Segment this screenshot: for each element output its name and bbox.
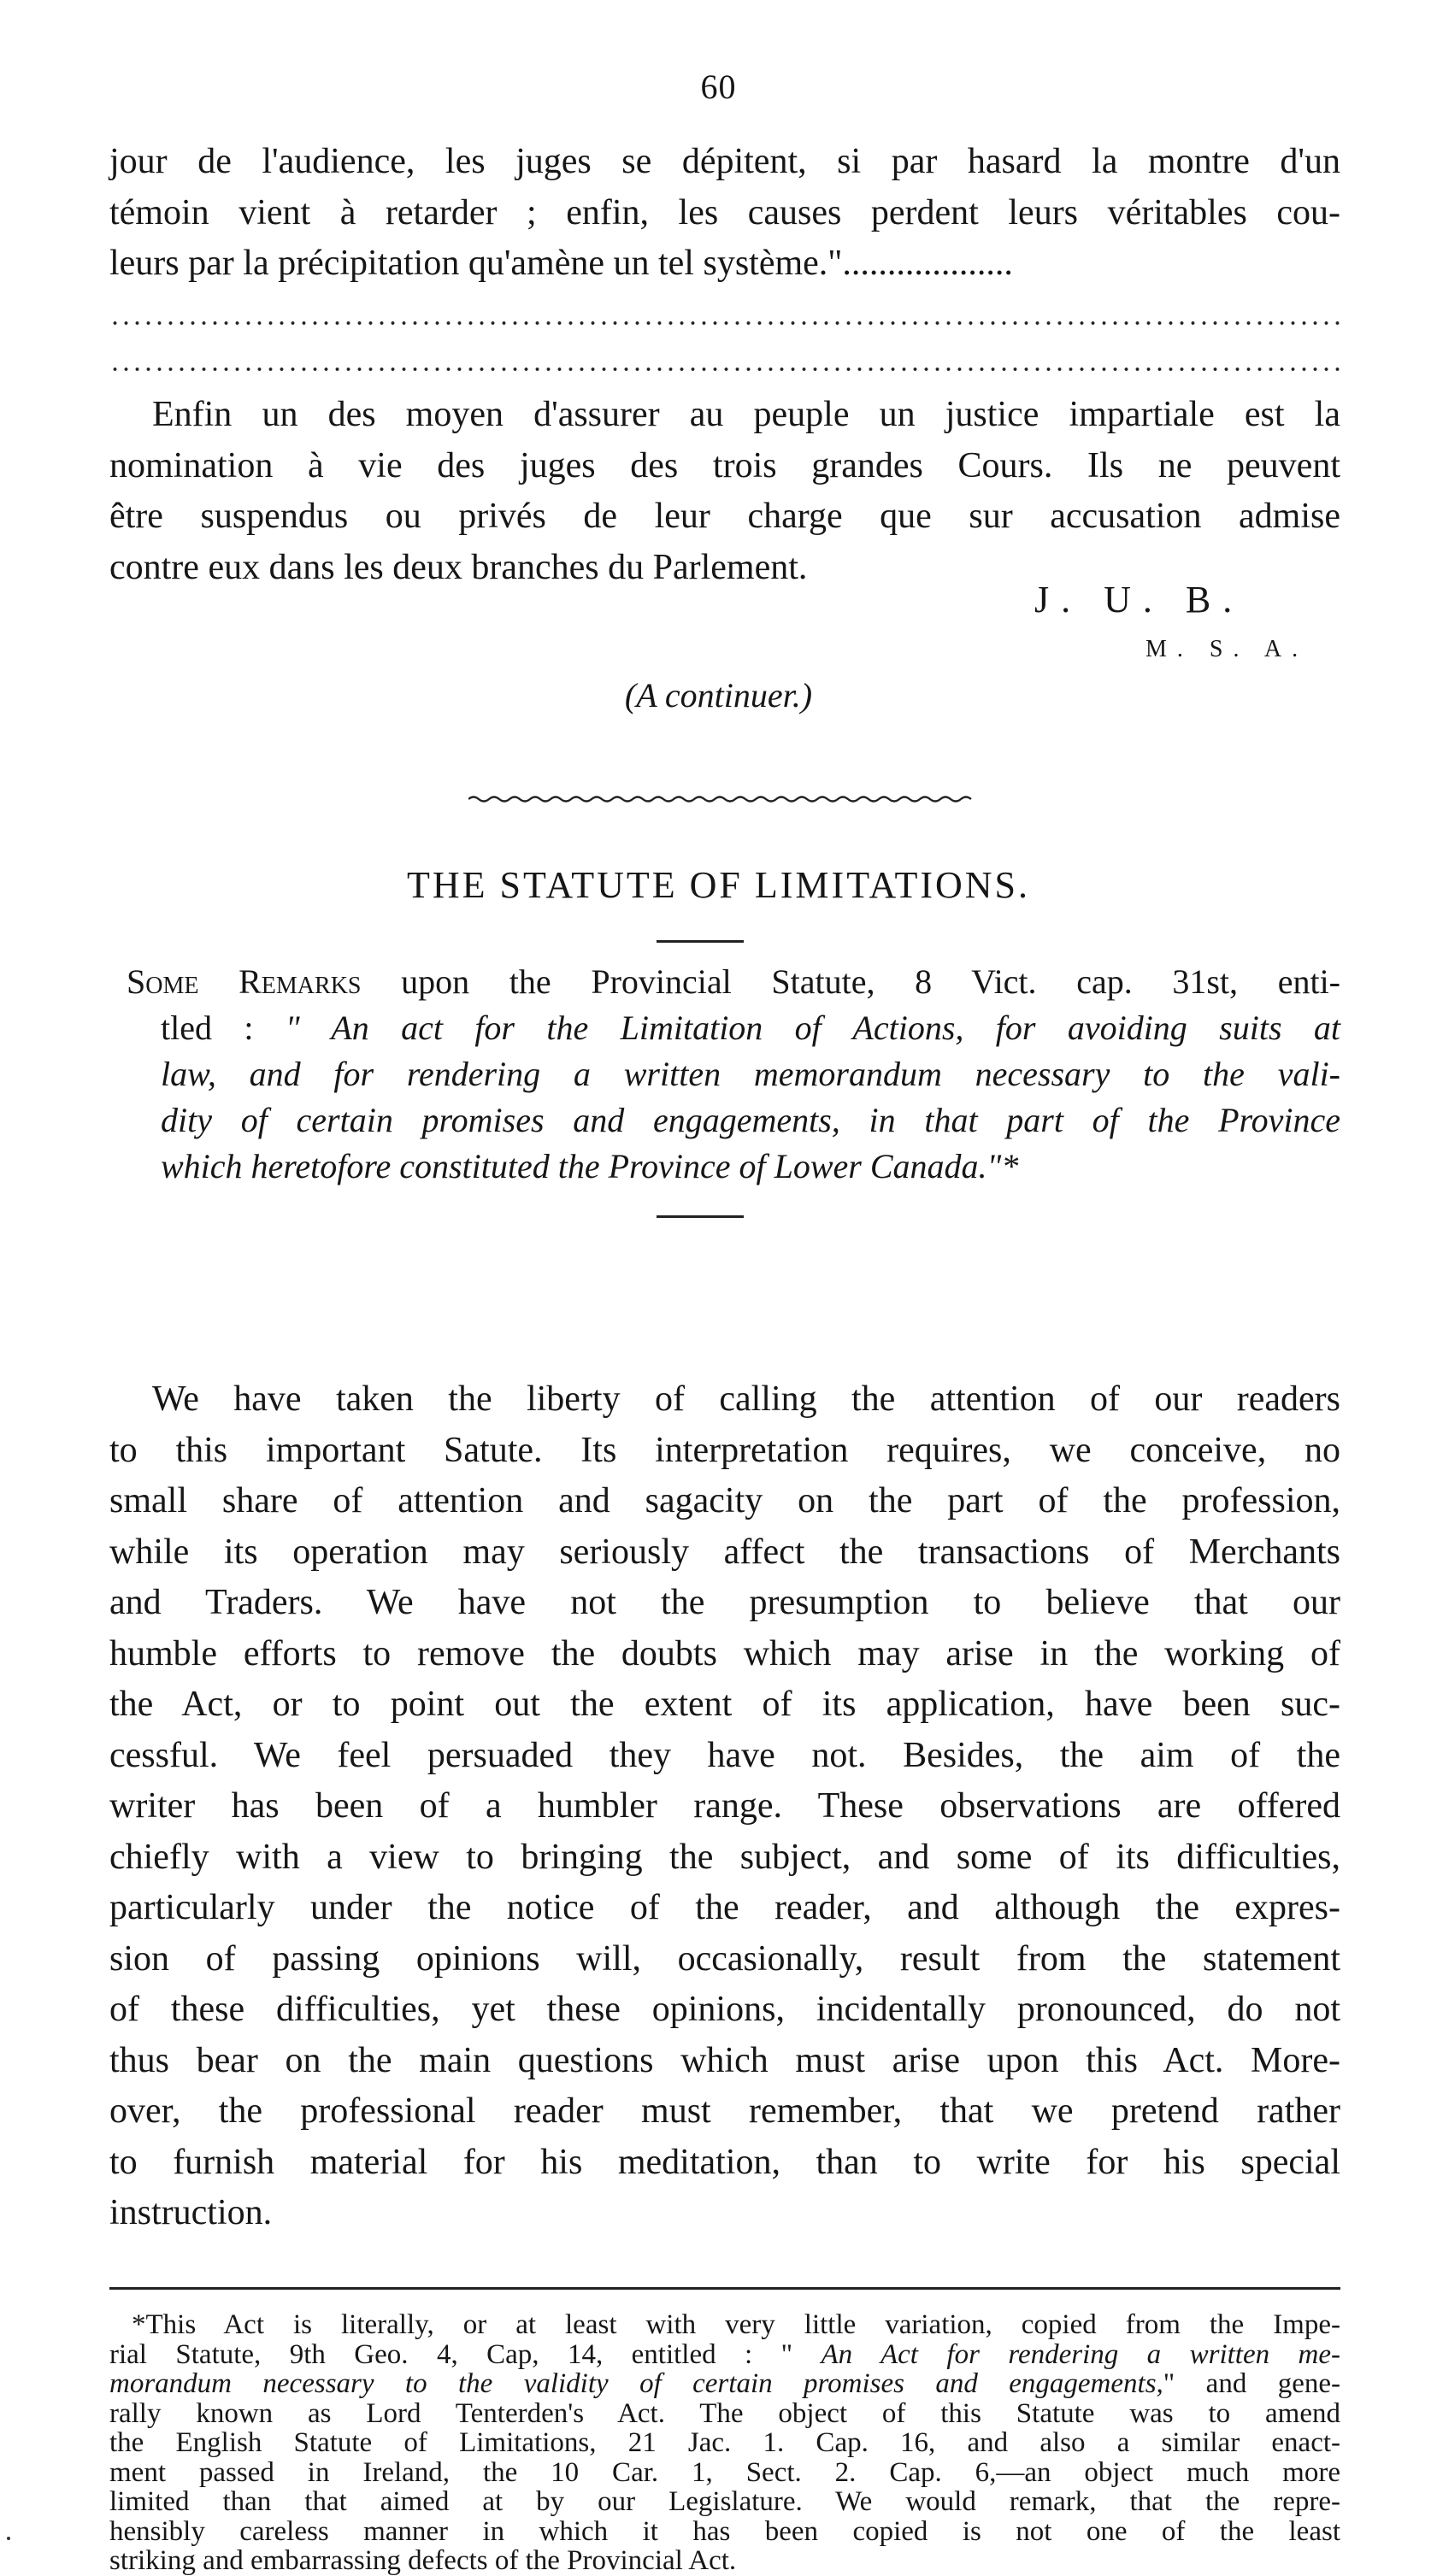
remarks-line <box>127 1144 1340 1190</box>
text-line: contre eux dans les deux branches du Parlement. <box>109 547 808 587</box>
footnote-line: striking and embarrassing defects of the Provincial Act. <box>109 2545 737 2576</box>
paragraph-french-1 <box>109 137 1340 290</box>
footnote-rule <box>109 2287 1340 2290</box>
act-title-text: law, and for rendering a written memorandum necessary to the vali- <box>161 1055 1340 1093</box>
to-continue-note: (A continuer.) <box>624 676 813 715</box>
remarks-line <box>127 1005 1340 1051</box>
footnote-line <box>109 2340 1340 2370</box>
footnote-act-title: An Act for rendering a written me- <box>821 2338 1340 2370</box>
remarks-lead: Some Remarks <box>127 962 362 1001</box>
footnote-act-title: morandum necessary to the validity of certain promises and engagements, <box>109 2368 1163 2399</box>
text-line: We have taken the liberty of calling the attention of our readers <box>152 1379 1340 1419</box>
footnote-line: rally known as Lord Tenterden's Act. The object of this Statute was to amend <box>109 2397 1340 2429</box>
body-paragraph <box>109 1374 1340 2239</box>
text-line: over, the professional reader must remember, that we pretend rather <box>109 2091 1340 2131</box>
text-line: to this important Satute. Its interpretation requires, we conceive, no <box>109 1430 1340 1470</box>
footnote-line: ment passed in Ireland, the 10 Car. 1, Sect. 2. Cap. 6,—an object much more <box>109 2456 1340 2488</box>
remarks-line <box>127 1051 1340 1097</box>
text-line: particularly under the notice of the reader, and although the expres- <box>109 1888 1340 1927</box>
remarks-paragraph <box>127 959 1340 1190</box>
text-line: while its operation may seriously affect the transactions of Merchants <box>109 1532 1340 1572</box>
footnote-line: limited than that aimed at by our Legislature. We would remark, that the repre- <box>109 2486 1340 2517</box>
text-line: être suspendus ou privés de leur charge que sur accusation admise <box>109 497 1340 536</box>
act-title-text: dity of certain promises and engagements, in that part of the Province <box>161 1101 1340 1139</box>
short-rule <box>657 1215 744 1218</box>
text-line: humble efforts to remove the doubts which may arise in the working of <box>109 1633 1340 1673</box>
page-number: 60 <box>700 68 737 106</box>
text-line: thus bear on the main questions which must arise upon this Act. More- <box>109 2040 1340 2080</box>
text-line: small share of attention and sagacity on the part of the profession, <box>109 1481 1340 1520</box>
text-line: to furnish material for his meditation, than to write for his special <box>109 2142 1340 2182</box>
text-line: Enfin un des moyen d'assurer au peuple un justice impartiale est la <box>152 395 1340 434</box>
remarks-line-text: upon the Provincial Statute, 8 Vict. cap. 31st, enti- <box>361 962 1340 1001</box>
text-line: jour de l'audience, les juges se dépitent, si par hasard la montre d'un <box>109 142 1340 181</box>
dotted-separator <box>109 366 1340 373</box>
scan-speck <box>7 2537 10 2540</box>
text-line: témoin vient à retarder ; enfin, les causes perdent leurs véritables cou- <box>109 192 1340 232</box>
dotted-separator <box>109 320 1340 326</box>
signature: J. U. B. <box>1034 579 1245 620</box>
footnote-line: hensibly careless manner in which it has been copied is not one of the least <box>109 2515 1340 2547</box>
text-line: chiefly with a view to bringing the subject, and some of its difficulties, <box>109 1837 1340 1877</box>
text-line: leurs par la précipitation qu'amène un tel système."................... <box>109 244 1013 283</box>
act-title-text: " An act for the Limitation of Actions, for avoiding suits at <box>285 1009 1341 1047</box>
text-line: instruction. <box>109 2193 273 2232</box>
footnote-line-text: rial Statute, 9th Geo. 4, Cap, 14, entitled : " <box>109 2338 822 2370</box>
text-line: and Traders. We have not the presumption to believe that our <box>109 1583 1340 1622</box>
text-line: cessful. We feel persuaded they have not. Besides, the aim of the <box>109 1735 1340 1775</box>
wavy-divider <box>468 791 973 808</box>
paragraph-french-2 <box>109 390 1340 593</box>
text-line: sion of passing opinions will, occasionally, result from the statement <box>109 1938 1340 1979</box>
section-heading: THE STATUTE OF LIMITATIONS. <box>406 864 1030 906</box>
footnote-line: the English Statute of Limitations, 21 Jac. 1. Cap. 16, and also a similar enact- <box>109 2427 1340 2458</box>
text-line: nomination à vie des juges des trois grandes Cours. Ils ne peuvent <box>109 445 1340 485</box>
footnote-line <box>109 2369 1340 2399</box>
act-title-text: which heretofore constituted the Province of Lower Canada."* <box>161 1147 1019 1185</box>
text-line: the Act, or to point out the extent of its application, have been suc- <box>109 1685 1340 1724</box>
footnote-line-text: " and gene- <box>1163 2368 1340 2399</box>
short-rule <box>657 940 744 943</box>
text-line: of these difficulties, yet these opinions, incidentally pronounced, do not <box>109 1990 1340 2029</box>
remarks-line <box>127 1097 1340 1144</box>
footnote-line: *This Act is literally, or at least with very little variation, copied from the Impe- <box>132 2309 1340 2340</box>
footnote <box>109 2310 1340 2576</box>
remarks-line-text: tled : <box>161 1009 286 1047</box>
signature-subtitle: M. S. A. <box>1145 636 1309 662</box>
remarks-line <box>127 959 1340 1005</box>
text-line: writer has been of a humbler range. These observations are offered <box>109 1786 1340 1826</box>
